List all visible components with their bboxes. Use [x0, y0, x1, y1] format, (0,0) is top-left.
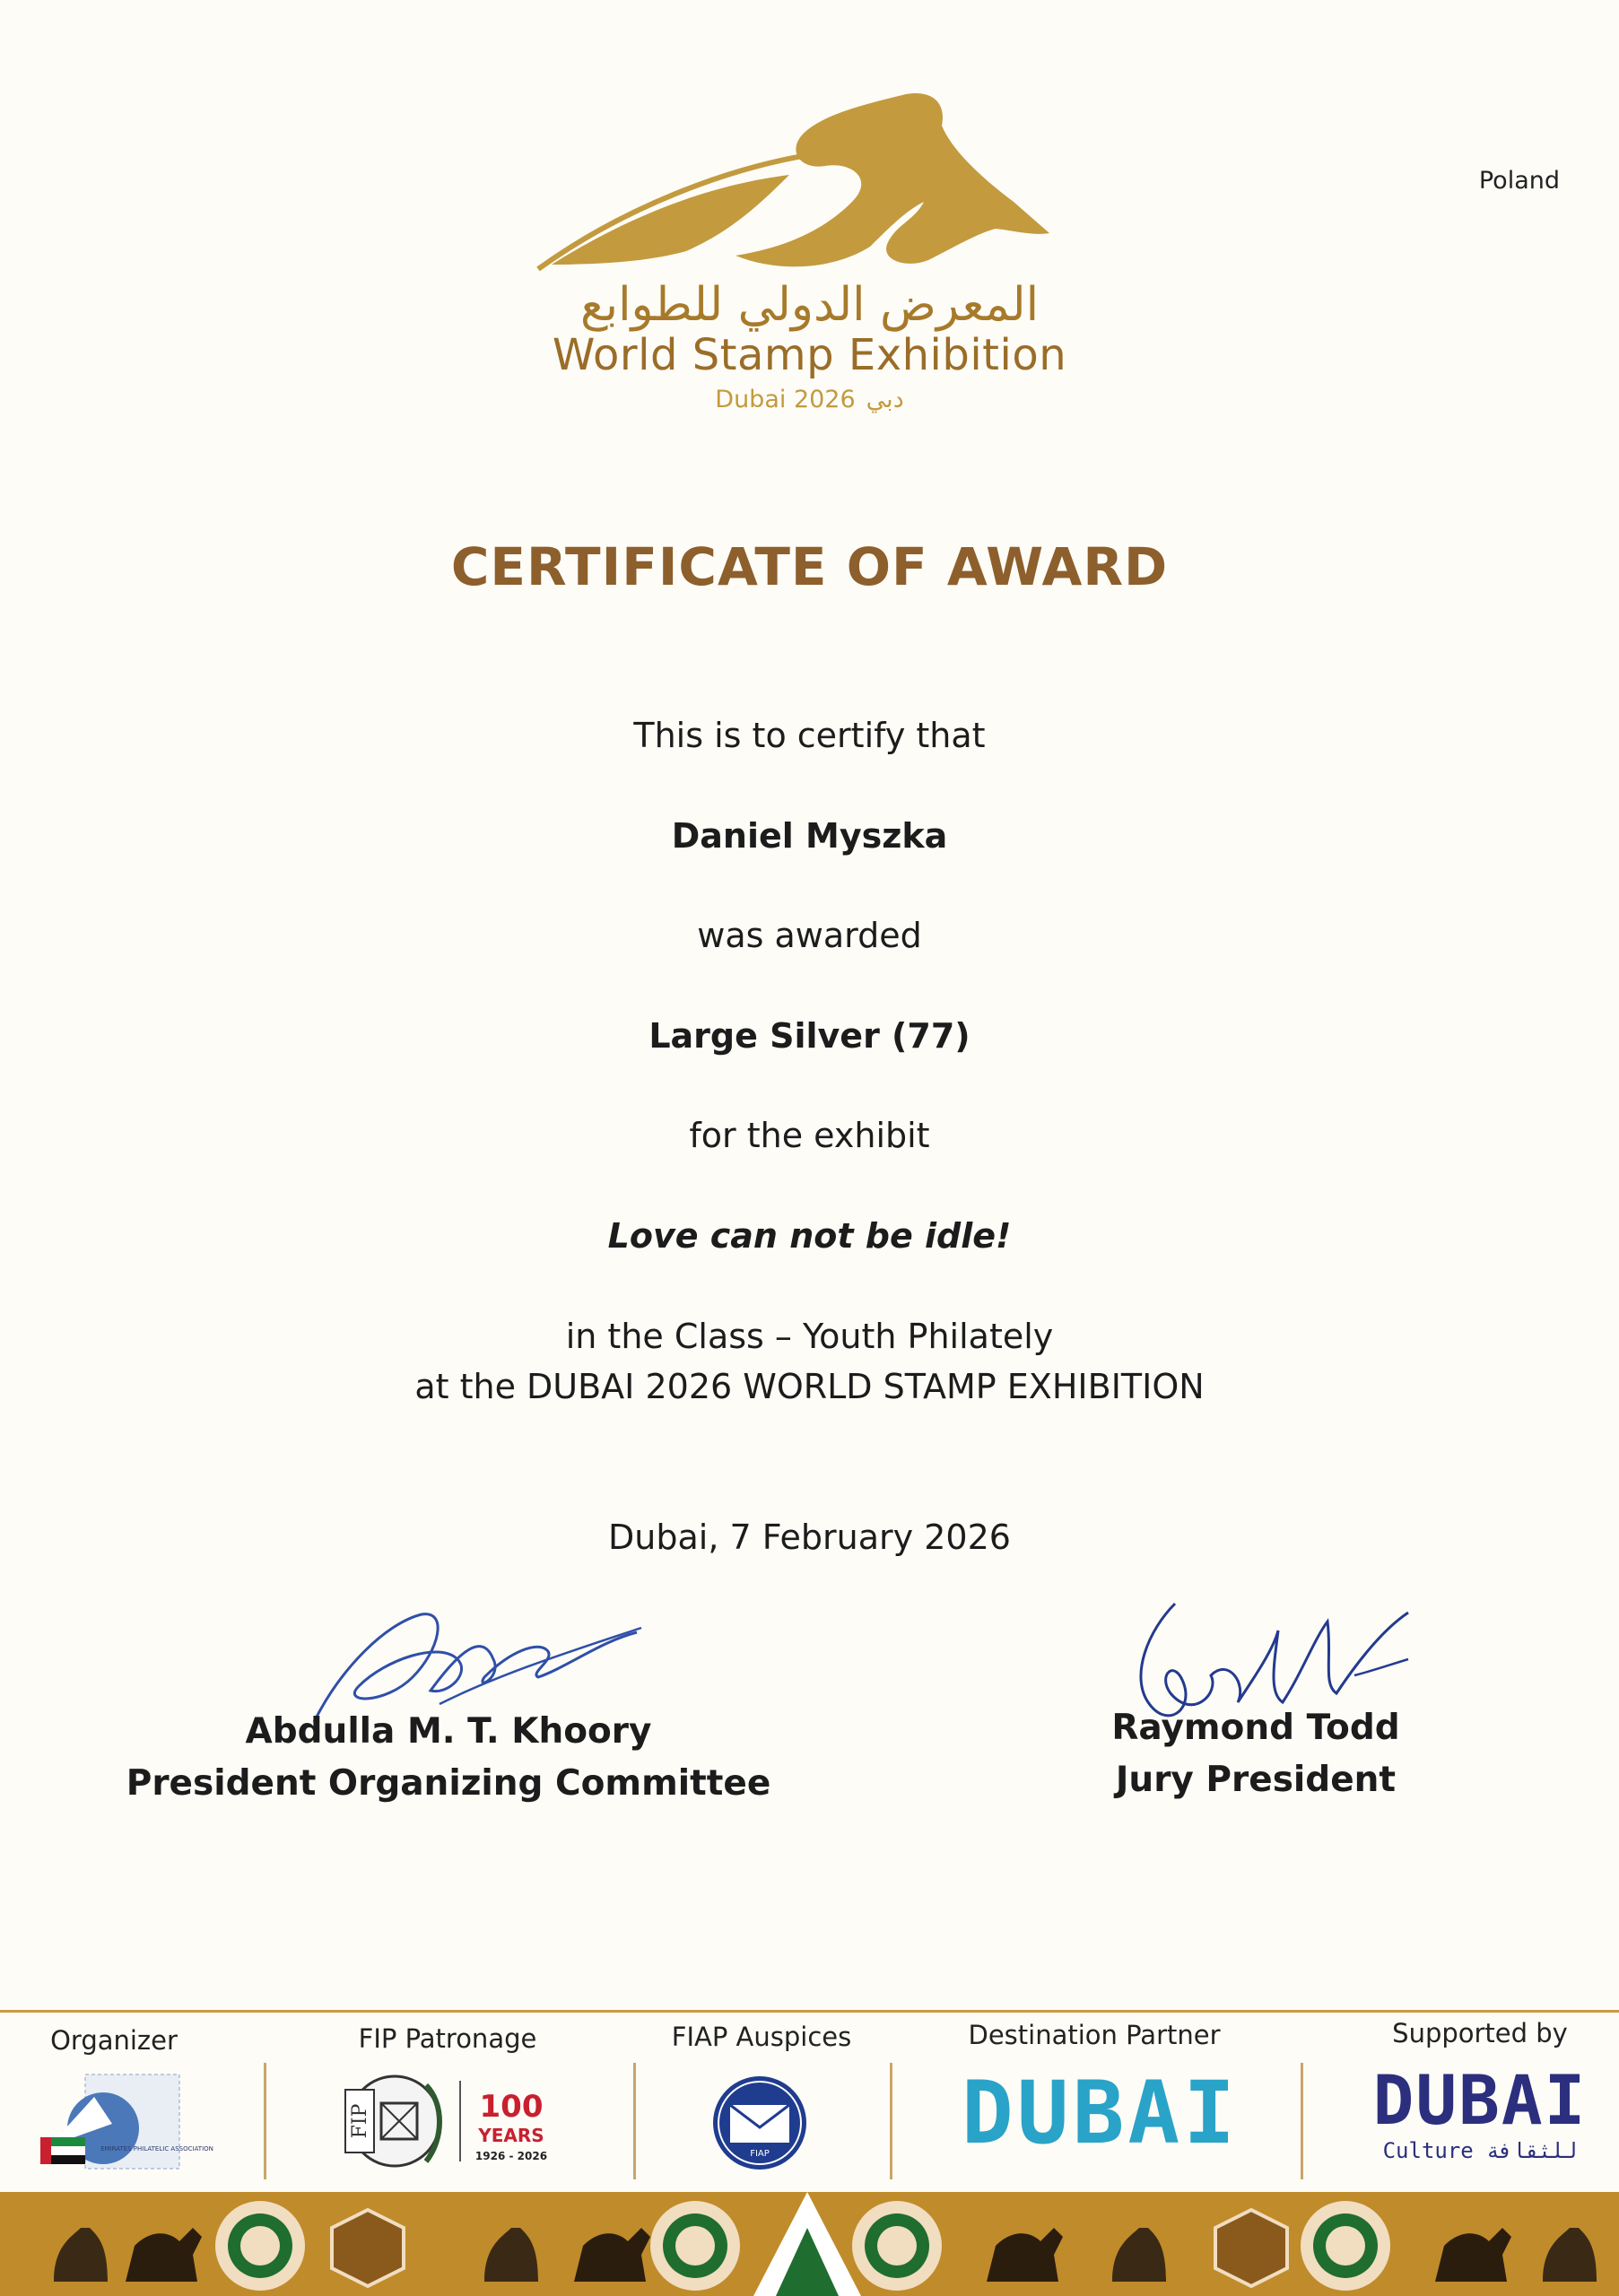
- organizer-label: Organizer: [50, 2025, 178, 2056]
- dune-shape: [552, 175, 789, 265]
- destination-dubai-logo: DUBAI: [962, 2063, 1239, 2163]
- decorative-band: [0, 2192, 1619, 2296]
- fip-label: FIP Patronage: [358, 2023, 537, 2054]
- left-signatory-name: Abdulla M. T. Khoory: [245, 1711, 652, 1752]
- intro-text: This is to certify that: [633, 716, 986, 755]
- place-date: Dubai, 7 February 2026: [608, 1518, 1011, 1557]
- left-signatory: [108, 1706, 789, 1810]
- recipient-name: Daniel Myszka: [671, 816, 948, 856]
- right-signatory-name: Raymond Todd: [1111, 1708, 1400, 1748]
- exhibit-title: Love can not be idle!: [607, 1216, 1012, 1256]
- supported-label: Supported by: [1392, 2018, 1568, 2048]
- footer-separator: [264, 2063, 266, 2179]
- country-label: Poland: [1478, 167, 1560, 195]
- exhibit-intro: for the exhibit: [689, 1116, 930, 1155]
- logo-city-year: Dubai 2026: [715, 386, 856, 413]
- destination-label: Destination Partner: [968, 2020, 1221, 2050]
- supported-logo-sub: [1372, 2138, 1588, 2163]
- fiap-emblem-text: FIAP: [750, 2149, 770, 2159]
- exhibition-logo: [529, 76, 1085, 300]
- logo-subtitle: [0, 386, 1619, 413]
- supported-logo-arabic: للثقافة: [1486, 2138, 1578, 2163]
- fip-badge-number: 100: [479, 2089, 544, 2125]
- organizer-logo-text: EMIRATES PHILATELIC ASSOCIATION: [100, 2145, 213, 2152]
- fiap-logo: [710, 2074, 809, 2172]
- supported-logo-main: DUBAI: [1372, 2060, 1588, 2140]
- footer-divider: [0, 2010, 1619, 2013]
- awarded-text: was awarded: [697, 916, 922, 955]
- left-signatory-role: President Organizing Committee: [126, 1763, 771, 1804]
- fip-badge-range: 1926 - 2026: [474, 2150, 548, 2162]
- fiap-label: FIAP Auspices: [671, 2022, 852, 2052]
- organizer-logo: [40, 2070, 213, 2173]
- footer-separator: [1301, 2063, 1303, 2179]
- fip-emblem-text: FIP: [349, 2103, 371, 2139]
- logo-title: World Stamp Exhibition: [552, 330, 1067, 380]
- supported-dubai-culture-logo: [1372, 2060, 1588, 2163]
- supported-logo-culture: Culture: [1382, 2138, 1474, 2163]
- award-level: Large Silver (77): [648, 1016, 971, 1056]
- class-line: in the Class – Youth Philately: [565, 1317, 1054, 1356]
- logo-city-arabic: دبي: [866, 386, 904, 413]
- certificate-title: CERTIFICATE OF AWARD: [450, 536, 1169, 597]
- fip-logo: [336, 2072, 552, 2170]
- event-line: at the DUBAI 2026 WORLD STAMP EXHIBITION: [414, 1367, 1205, 1406]
- right-signatory-role: Jury President: [1115, 1760, 1397, 1800]
- right-signatory: [1040, 1702, 1471, 1806]
- footer-separator: [890, 2063, 892, 2179]
- logo-arabic-title: المعرض الدولي للطوابع: [579, 278, 1040, 332]
- fip-badge-years: YEARS: [478, 2125, 544, 2146]
- footer-separator: [633, 2063, 636, 2179]
